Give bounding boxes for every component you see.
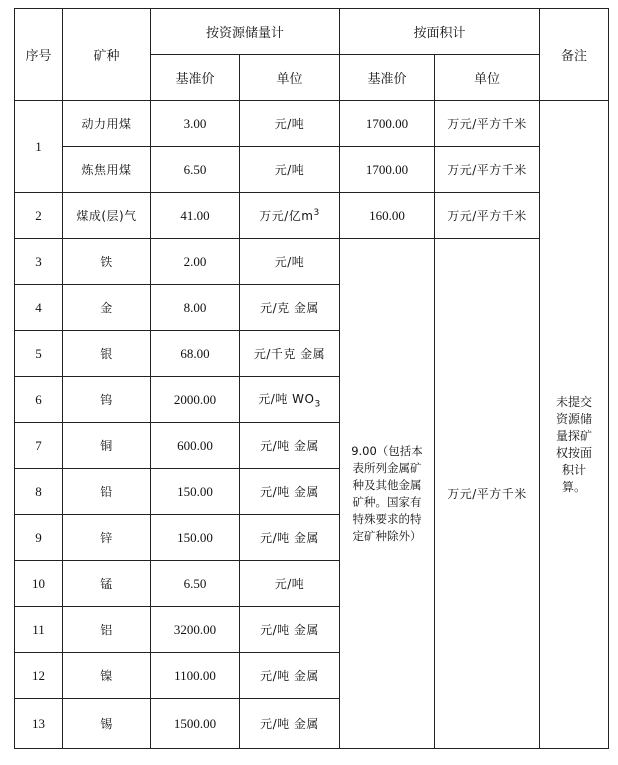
row-mineral: 铜 <box>63 423 151 469</box>
row-price: 6.50 <box>151 561 240 607</box>
row-index: 13 <box>15 699 63 749</box>
row-mineral: 铁 <box>63 239 151 285</box>
row-mineral: 镍 <box>63 653 151 699</box>
row-area-price: 1700.00 <box>340 101 435 147</box>
row-unit: 元/吨 金属 <box>240 653 340 699</box>
row-price: 41.00 <box>151 193 240 239</box>
row-index: 4 <box>15 285 63 331</box>
row-index: 12 <box>15 653 63 699</box>
table-row <box>15 193 609 239</box>
row-mineral: 铝 <box>63 607 151 653</box>
merged-area-price-note: 9.00（包括本表所列金属矿种及其他金属矿种。国家有特殊要求的特定矿种除外） <box>340 239 435 749</box>
row-price: 1100.00 <box>151 653 240 699</box>
row-index: 3 <box>15 239 63 285</box>
row-price: 3200.00 <box>151 607 240 653</box>
row-index: 7 <box>15 423 63 469</box>
row-area-unit: 万元/平方千米 <box>435 193 540 239</box>
row-unit: 元/千克 金属 <box>240 331 340 377</box>
row-index: 11 <box>15 607 63 653</box>
header-base-price: 基准价 <box>151 55 240 101</box>
header-by-reserves: 按资源储量计 <box>151 9 340 55</box>
row-unit: 元/克 金属 <box>240 285 340 331</box>
mineral-price-table <box>14 8 609 749</box>
row-unit: 元/吨 金属 <box>240 515 340 561</box>
header-mineral: 矿种 <box>63 9 151 101</box>
row-price: 1500.00 <box>151 699 240 749</box>
row-price: 8.00 <box>151 285 240 331</box>
row-unit-text: 万元/亿m <box>259 209 314 223</box>
header-area-base-price: 基准价 <box>340 55 435 101</box>
row-price: 2.00 <box>151 239 240 285</box>
row-area-price: 1700.00 <box>340 147 435 193</box>
row-index: 8 <box>15 469 63 515</box>
row-unit-superscript: 3 <box>313 208 320 218</box>
row-unit: 元/吨 金属 <box>240 423 340 469</box>
row-price: 2000.00 <box>151 377 240 423</box>
row-mineral: 钨 <box>63 377 151 423</box>
row-price: 68.00 <box>151 331 240 377</box>
header-index: 序号 <box>15 9 63 101</box>
row-unit <box>240 193 340 239</box>
row-area-price: 160.00 <box>340 193 435 239</box>
row-mineral: 煤成(层)气 <box>63 193 151 239</box>
header-by-area: 按面积计 <box>340 9 540 55</box>
table-row <box>15 239 609 285</box>
merged-area-unit: 万元/平方千米 <box>435 239 540 749</box>
row-mineral: 银 <box>63 331 151 377</box>
row-index: 2 <box>15 193 63 239</box>
header-remark: 备注 <box>540 9 609 101</box>
row-mineral: 铅 <box>63 469 151 515</box>
row-unit: 元/吨 <box>240 239 340 285</box>
row-mineral: 锡 <box>63 699 151 749</box>
row-mineral: 锰 <box>63 561 151 607</box>
row-price: 3.00 <box>151 101 240 147</box>
table-row <box>15 147 609 193</box>
row-unit: 元/吨 <box>240 101 340 147</box>
row-mineral: 锌 <box>63 515 151 561</box>
row-unit: 元/吨 金属 <box>240 699 340 749</box>
row-price: 150.00 <box>151 469 240 515</box>
table-row <box>15 101 609 147</box>
row-unit: 元/吨 金属 <box>240 469 340 515</box>
remark-note: 未提交资源储量探矿权按面积计算。 <box>540 101 609 749</box>
row-mineral: 金 <box>63 285 151 331</box>
row-area-unit: 万元/平方千米 <box>435 101 540 147</box>
row-index: 10 <box>15 561 63 607</box>
row-index: 1 <box>15 101 63 193</box>
row-index: 6 <box>15 377 63 423</box>
row-index: 9 <box>15 515 63 561</box>
row-price: 150.00 <box>151 515 240 561</box>
header-area-unit: 单位 <box>435 55 540 101</box>
row-mineral: 动力用煤 <box>63 101 151 147</box>
row-price: 600.00 <box>151 423 240 469</box>
row-unit-text: 元/吨 WO <box>258 391 315 406</box>
row-mineral: 炼焦用煤 <box>63 147 151 193</box>
row-price: 6.50 <box>151 147 240 193</box>
row-unit: 元/吨 <box>240 147 340 193</box>
row-area-unit: 万元/平方千米 <box>435 147 540 193</box>
row-unit-subscript: 3 <box>314 399 321 410</box>
row-index: 5 <box>15 331 63 377</box>
row-unit: 元/吨 <box>240 561 340 607</box>
row-unit <box>240 377 340 423</box>
header-unit: 单位 <box>240 55 340 101</box>
row-unit: 元/吨 金属 <box>240 607 340 653</box>
